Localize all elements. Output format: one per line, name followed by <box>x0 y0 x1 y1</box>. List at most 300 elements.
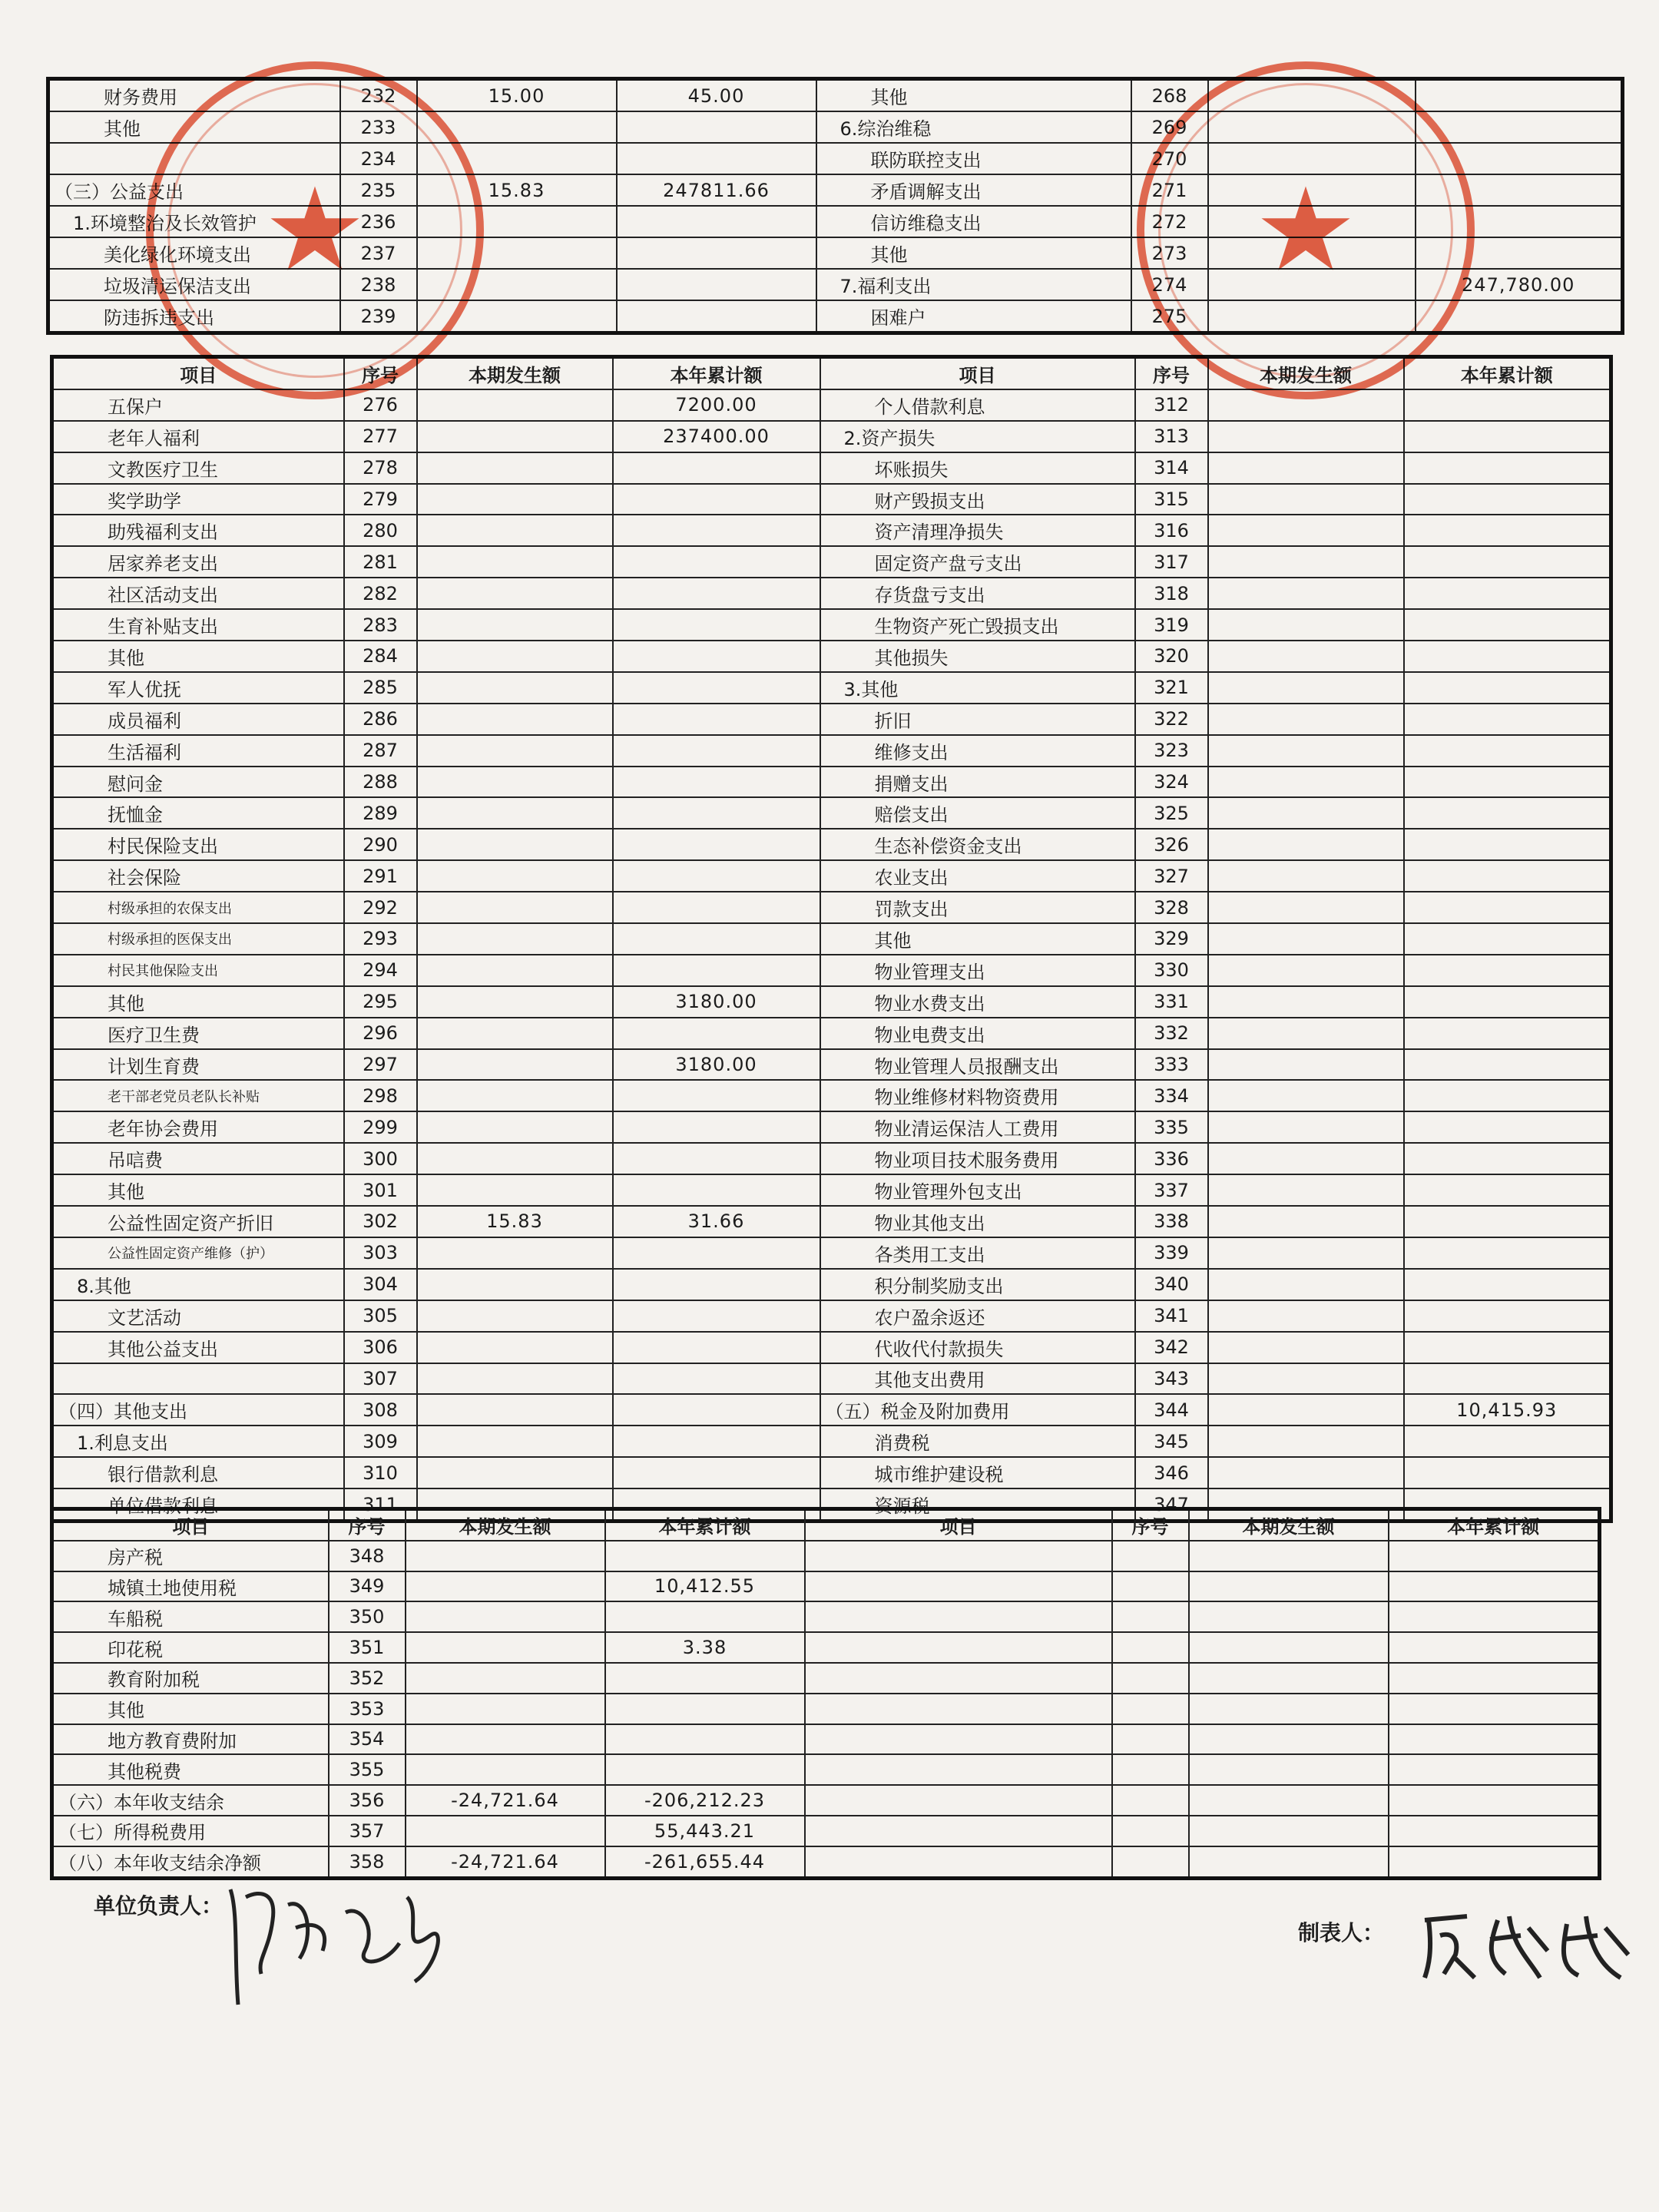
cell-ytd <box>613 452 820 484</box>
table-row <box>52 452 1611 484</box>
cell-item-right <box>805 1846 1112 1878</box>
cell-ytd-right <box>1416 237 1623 269</box>
cell-item-right: 财产毁损支出 <box>820 484 1135 515</box>
table-row <box>52 1080 1611 1111</box>
cell-ytd-right <box>1404 1174 1611 1206</box>
cell-item: 文教医疗卫生 <box>52 452 344 484</box>
cell-ytd-right <box>1416 111 1623 143</box>
cell-current-right <box>1208 111 1416 143</box>
cell-no-right: 340 <box>1135 1269 1208 1300</box>
cell-no-right: 331 <box>1135 986 1208 1018</box>
cell-current <box>417 641 613 672</box>
cell-no-right: 323 <box>1135 735 1208 767</box>
cell-current-right <box>1208 955 1404 986</box>
cell-current <box>417 892 613 923</box>
cell-ytd-right <box>1404 1206 1611 1237</box>
cell-item-right: 物业管理人员报酬支出 <box>820 1049 1135 1081</box>
cell-current <box>417 421 613 452</box>
cell-no: 308 <box>344 1394 417 1426</box>
cell-item <box>48 143 340 174</box>
cell-item-right: 其他 <box>816 79 1131 112</box>
cell-no: 300 <box>344 1143 417 1174</box>
cell-item: 其他税费 <box>52 1754 329 1785</box>
cell-item: 车船税 <box>52 1601 329 1632</box>
cell-ytd-right <box>1404 515 1611 546</box>
cell-item-right <box>805 1632 1112 1663</box>
cell-current <box>417 797 613 829</box>
cell-current <box>417 1174 613 1206</box>
cell-current-right <box>1208 1269 1404 1300</box>
cell-item: （四）其他支出 <box>52 1394 344 1426</box>
cell-current-right <box>1208 174 1416 206</box>
cell-no: 239 <box>340 300 417 333</box>
cell-no-right: 345 <box>1135 1426 1208 1457</box>
cell-item-right: 困难户 <box>816 300 1131 333</box>
cell-current-right <box>1208 704 1404 735</box>
cell-current-right <box>1208 515 1404 546</box>
cell-no: 352 <box>329 1663 406 1694</box>
cell-item: 社会保险 <box>52 860 344 892</box>
cell-no-right: 339 <box>1135 1237 1208 1269</box>
cell-ytd <box>605 1694 805 1724</box>
cell-item-right: 生态补偿资金支出 <box>820 829 1135 860</box>
cell-current <box>417 1018 613 1049</box>
table-row <box>52 860 1611 892</box>
table-row <box>52 797 1611 829</box>
cell-ytd <box>613 923 820 955</box>
cell-current-right <box>1208 452 1404 484</box>
header-ytd: 本年累计额 <box>605 1509 805 1541</box>
cell-current <box>417 300 617 333</box>
cell-item-right: 代收代付款损失 <box>820 1332 1135 1363</box>
table-row <box>48 143 1623 174</box>
cell-item <box>52 1363 344 1395</box>
cell-item: 银行借款利息 <box>52 1457 344 1488</box>
cell-no: 288 <box>344 767 417 798</box>
cell-current <box>406 1632 605 1663</box>
cell-ytd <box>613 955 820 986</box>
cell-current <box>417 1363 613 1395</box>
cell-ytd <box>617 206 816 237</box>
table-row <box>52 1457 1611 1488</box>
cell-no-right: 329 <box>1135 923 1208 955</box>
cell-current <box>417 484 613 515</box>
cell-current-right <box>1208 1174 1404 1206</box>
cell-item-right: 农业支出 <box>820 860 1135 892</box>
cell-no: 298 <box>344 1080 417 1111</box>
cell-current <box>417 1332 613 1363</box>
cell-item-right <box>805 1724 1112 1755</box>
cell-item: 军人优抚 <box>52 672 344 704</box>
cell-no-right: 337 <box>1135 1174 1208 1206</box>
table-row <box>52 389 1611 421</box>
cell-no: 235 <box>340 174 417 206</box>
cell-ytd-right <box>1404 1111 1611 1143</box>
cell-ytd <box>613 1174 820 1206</box>
cell-item-right: 农户盈余返还 <box>820 1300 1135 1332</box>
star-icon: ★ <box>1253 164 1358 297</box>
cell-current-right <box>1208 672 1404 704</box>
cell-current <box>417 143 617 174</box>
table-row <box>52 672 1611 704</box>
cell-item-right <box>805 1785 1112 1816</box>
cell-ytd <box>613 767 820 798</box>
cell-ytd <box>613 1394 820 1426</box>
cell-ytd-right <box>1404 955 1611 986</box>
cell-no: 357 <box>329 1816 406 1846</box>
cell-ytd <box>613 484 820 515</box>
cell-ytd <box>613 1269 820 1300</box>
cell-item: 教育附加税 <box>52 1663 329 1694</box>
cell-item: 居家养老支出 <box>52 546 344 578</box>
cell-current-right <box>1208 829 1404 860</box>
cell-item: 其他 <box>52 1174 344 1206</box>
cell-ytd <box>613 1018 820 1049</box>
cell-item: 房产税 <box>52 1541 329 1571</box>
cell-no: 277 <box>344 421 417 452</box>
cell-item: 计划生育费 <box>52 1049 344 1081</box>
cell-item: 医疗卫生费 <box>52 1018 344 1049</box>
header-current-right: 本期发生额 <box>1208 357 1404 389</box>
cell-current-right <box>1208 546 1404 578</box>
cell-no: 233 <box>340 111 417 143</box>
cell-ytd-right <box>1404 923 1611 955</box>
cell-no: 290 <box>344 829 417 860</box>
cell-ytd: 3180.00 <box>613 1049 820 1081</box>
cell-no-right: 344 <box>1135 1394 1208 1426</box>
table-row <box>52 1754 1600 1785</box>
header-no-right: 序号 <box>1135 357 1208 389</box>
header-current: 本期发生额 <box>417 357 613 389</box>
table-row <box>52 1018 1611 1049</box>
cell-ytd-right: 10,415.93 <box>1404 1394 1611 1426</box>
cell-item: （六）本年收支结余 <box>52 1785 329 1816</box>
cell-ytd: 3180.00 <box>613 986 820 1018</box>
cell-item: 其他 <box>52 986 344 1018</box>
table-row <box>52 1663 1600 1694</box>
cell-ytd-right <box>1404 641 1611 672</box>
cell-ytd <box>617 237 816 269</box>
cell-no: 236 <box>340 206 417 237</box>
cell-current-right <box>1208 767 1404 798</box>
cell-ytd-right <box>1389 1541 1600 1571</box>
cell-no: 303 <box>344 1237 417 1269</box>
cell-item: 成员福利 <box>52 704 344 735</box>
cell-no-right: 316 <box>1135 515 1208 546</box>
cell-no-right <box>1112 1541 1189 1571</box>
cell-no-right: 326 <box>1135 829 1208 860</box>
cell-item-right: 信访维稳支出 <box>816 206 1131 237</box>
preparer-label: 制表人： <box>1298 1920 1385 1945</box>
cell-item-right: 城市维护建设税 <box>820 1457 1135 1488</box>
cell-ytd <box>613 829 820 860</box>
table-row <box>52 484 1611 515</box>
cell-item-right: 赔偿支出 <box>820 797 1135 829</box>
cell-item: 防违拆违支出 <box>48 300 340 333</box>
cell-ytd-right <box>1416 300 1623 333</box>
cell-current <box>406 1541 605 1571</box>
cell-no-right: 312 <box>1135 389 1208 421</box>
cell-ytd-right <box>1389 1846 1600 1878</box>
ledger-table-bottom <box>50 1507 1601 1880</box>
cell-item-right: 物业其他支出 <box>820 1206 1135 1237</box>
cell-no: 350 <box>329 1601 406 1632</box>
cell-no-right <box>1112 1785 1189 1816</box>
cell-item-right: 个人借款利息 <box>820 389 1135 421</box>
cell-current-right <box>1208 79 1416 112</box>
cell-ytd-right <box>1404 484 1611 515</box>
cell-no: 282 <box>344 578 417 609</box>
cell-current <box>406 1601 605 1632</box>
cell-item-right: 联防联控支出 <box>816 143 1131 174</box>
cell-ytd <box>613 1237 820 1269</box>
cell-no: 307 <box>344 1363 417 1395</box>
cell-no-right <box>1112 1816 1189 1846</box>
cell-no-right: 273 <box>1131 237 1208 269</box>
cell-item-right <box>805 1601 1112 1632</box>
cell-item-right: 其他 <box>820 923 1135 955</box>
cell-ytd <box>605 1724 805 1755</box>
cell-current-right <box>1189 1816 1389 1846</box>
header-item-right: 项目 <box>805 1509 1112 1541</box>
table-row <box>52 1237 1611 1269</box>
cell-current-right <box>1208 484 1404 515</box>
cell-no: 293 <box>344 923 417 955</box>
cell-ytd-right <box>1404 797 1611 829</box>
cell-item-right: 矛盾调解支出 <box>816 174 1131 206</box>
cell-current <box>417 206 617 237</box>
table-bottom-wrapper <box>50 1507 1598 1880</box>
cell-no: 281 <box>344 546 417 578</box>
cell-item: 奖学助学 <box>52 484 344 515</box>
header-current: 本期发生额 <box>406 1509 605 1541</box>
cell-ytd-right <box>1404 1049 1611 1081</box>
cell-current-right <box>1208 1080 1404 1111</box>
cell-no-right <box>1112 1632 1189 1663</box>
cell-ytd <box>617 269 816 300</box>
cell-item: 文艺活动 <box>52 1300 344 1332</box>
cell-current-right <box>1208 389 1404 421</box>
cell-current <box>417 546 613 578</box>
cell-no: 296 <box>344 1018 417 1049</box>
cell-current <box>417 923 613 955</box>
cell-current-right <box>1189 1694 1389 1724</box>
table-row <box>52 1632 1600 1663</box>
cell-no-right: 332 <box>1135 1018 1208 1049</box>
cell-ytd: 10,412.55 <box>605 1571 805 1602</box>
cell-current <box>417 1080 613 1111</box>
cell-ytd-right <box>1389 1694 1600 1724</box>
cell-item-right: 其他损失 <box>820 641 1135 672</box>
cell-ytd <box>613 1332 820 1363</box>
cell-no: 234 <box>340 143 417 174</box>
cell-item: 村级承担的农保支出 <box>52 892 344 923</box>
cell-item: 社区活动支出 <box>52 578 344 609</box>
cell-no-right: 315 <box>1135 484 1208 515</box>
cell-no-right <box>1112 1571 1189 1602</box>
table-row <box>52 1363 1611 1395</box>
cell-no: 287 <box>344 735 417 767</box>
cell-current <box>417 1457 613 1488</box>
cell-ytd-right <box>1389 1571 1600 1602</box>
cell-current-right <box>1208 1394 1404 1426</box>
cell-no: 237 <box>340 237 417 269</box>
cell-ytd <box>613 1426 820 1457</box>
table-row <box>52 1601 1600 1632</box>
cell-no: 280 <box>344 515 417 546</box>
cell-item: 生活福利 <box>52 735 344 767</box>
table-bottom-body <box>52 1541 1600 1878</box>
cell-item: 其他 <box>48 111 340 143</box>
cell-item: 8.其他 <box>52 1269 344 1300</box>
table-row <box>52 609 1611 641</box>
cell-no: 292 <box>344 892 417 923</box>
cell-item-right: 存货盘亏支出 <box>820 578 1135 609</box>
cell-item: 吊唁费 <box>52 1143 344 1174</box>
cell-item-right: 维修支出 <box>820 735 1135 767</box>
table-row <box>52 1174 1611 1206</box>
cell-ytd <box>613 735 820 767</box>
table-row <box>52 829 1611 860</box>
cell-ytd <box>605 1601 805 1632</box>
cell-ytd-right <box>1404 829 1611 860</box>
cell-no-right: 324 <box>1135 767 1208 798</box>
cell-ytd <box>605 1541 805 1571</box>
cell-current-right <box>1208 1300 1404 1332</box>
cell-current-right <box>1208 797 1404 829</box>
ledger-table-top <box>46 77 1624 335</box>
cell-no: 310 <box>344 1457 417 1488</box>
cell-ytd <box>613 1363 820 1395</box>
cell-item-right <box>805 1816 1112 1846</box>
cell-current <box>417 237 617 269</box>
cell-ytd <box>613 641 820 672</box>
cell-item-right: 固定资产盘亏支出 <box>820 546 1135 578</box>
cell-ytd: 7200.00 <box>613 389 820 421</box>
cell-ytd-right <box>1404 672 1611 704</box>
cell-current-right <box>1208 1457 1404 1488</box>
cell-current <box>417 452 613 484</box>
cell-current-right <box>1208 237 1416 269</box>
cell-no: 283 <box>344 609 417 641</box>
cell-ytd: -261,655.44 <box>605 1846 805 1878</box>
cell-current: -24,721.64 <box>406 1785 605 1816</box>
cell-current-right <box>1208 735 1404 767</box>
cell-ytd-right <box>1404 892 1611 923</box>
cell-ytd: 247811.66 <box>617 174 816 206</box>
cell-no: 348 <box>329 1541 406 1571</box>
cell-current <box>417 1426 613 1457</box>
cell-item-right: 消费税 <box>820 1426 1135 1457</box>
table-row <box>52 1694 1600 1724</box>
cell-no: 279 <box>344 484 417 515</box>
cell-item-right <box>805 1754 1112 1785</box>
table-row <box>52 1269 1611 1300</box>
cell-item: 1.利息支出 <box>52 1426 344 1457</box>
cell-ytd-right <box>1404 546 1611 578</box>
cell-ytd <box>613 704 820 735</box>
cell-no-right: 274 <box>1131 269 1208 300</box>
cell-item-right: 物业项目技术服务费用 <box>820 1143 1135 1174</box>
cell-no-right: 322 <box>1135 704 1208 735</box>
cell-item-right: 罚款支出 <box>820 892 1135 923</box>
cell-ytd <box>605 1663 805 1694</box>
cell-item: 垃圾清运保洁支出 <box>48 269 340 300</box>
cell-no: 232 <box>340 79 417 112</box>
cell-item: 1.环境整治及长效管护 <box>48 206 340 237</box>
cell-no: 358 <box>329 1846 406 1878</box>
cell-current-right <box>1189 1754 1389 1785</box>
unit-head-label: 单位负责人： <box>94 1893 224 1919</box>
preparer-signature <box>1413 1905 1644 1989</box>
cell-current <box>417 1111 613 1143</box>
cell-item: 单位借款利息 <box>52 1488 344 1521</box>
cell-no-right: 341 <box>1135 1300 1208 1332</box>
cell-ytd-right <box>1404 1426 1611 1457</box>
cell-item: 老干部老党员老队长补贴 <box>52 1080 344 1111</box>
cell-ytd <box>613 1143 820 1174</box>
cell-current-right <box>1189 1724 1389 1755</box>
cell-current-right <box>1208 609 1404 641</box>
cell-no: 289 <box>344 797 417 829</box>
cell-current-right <box>1208 1363 1404 1395</box>
cell-no: 285 <box>344 672 417 704</box>
cell-current <box>406 1571 605 1602</box>
cell-no: 278 <box>344 452 417 484</box>
cell-item-right <box>805 1571 1112 1602</box>
cell-no-right: 325 <box>1135 797 1208 829</box>
cell-ytd-right: 247,780.00 <box>1416 269 1623 300</box>
cell-current-right <box>1208 860 1404 892</box>
table-row <box>52 923 1611 955</box>
cell-no-right: 343 <box>1135 1363 1208 1395</box>
cell-item: 村民其他保险支出 <box>52 955 344 986</box>
cell-ytd <box>613 860 820 892</box>
cell-ytd-right <box>1404 735 1611 767</box>
table-row <box>48 79 1623 112</box>
cell-no: 299 <box>344 1111 417 1143</box>
header-no-right: 序号 <box>1112 1509 1189 1541</box>
cell-no-right: 336 <box>1135 1143 1208 1174</box>
cell-current <box>406 1724 605 1755</box>
cell-no-right: 334 <box>1135 1080 1208 1111</box>
cell-item: （八）本年收支结余净额 <box>52 1846 329 1878</box>
cell-ytd-right <box>1416 79 1623 112</box>
cell-current-right <box>1208 143 1416 174</box>
cell-ytd: 3.38 <box>605 1632 805 1663</box>
cell-item-right: 生物资产死亡毁损支出 <box>820 609 1135 641</box>
cell-no-right: 330 <box>1135 955 1208 986</box>
cell-current <box>417 389 613 421</box>
cell-item: 助残福利支出 <box>52 515 344 546</box>
table-top-body <box>48 79 1623 333</box>
cell-current-right <box>1208 1206 1404 1237</box>
cell-ytd <box>605 1754 805 1785</box>
table-row <box>52 735 1611 767</box>
table-top-wrapper <box>46 77 1621 335</box>
table-row <box>52 1785 1600 1816</box>
cell-current <box>417 111 617 143</box>
table-row <box>52 955 1611 986</box>
cell-item-right: 物业水费支出 <box>820 986 1135 1018</box>
cell-ytd-right <box>1404 1080 1611 1111</box>
table-row <box>52 1541 1600 1571</box>
cell-ytd-right <box>1389 1724 1600 1755</box>
cell-current-right <box>1189 1663 1389 1694</box>
cell-ytd <box>613 1457 820 1488</box>
table-row <box>52 1049 1611 1081</box>
cell-current-right <box>1208 1426 1404 1457</box>
